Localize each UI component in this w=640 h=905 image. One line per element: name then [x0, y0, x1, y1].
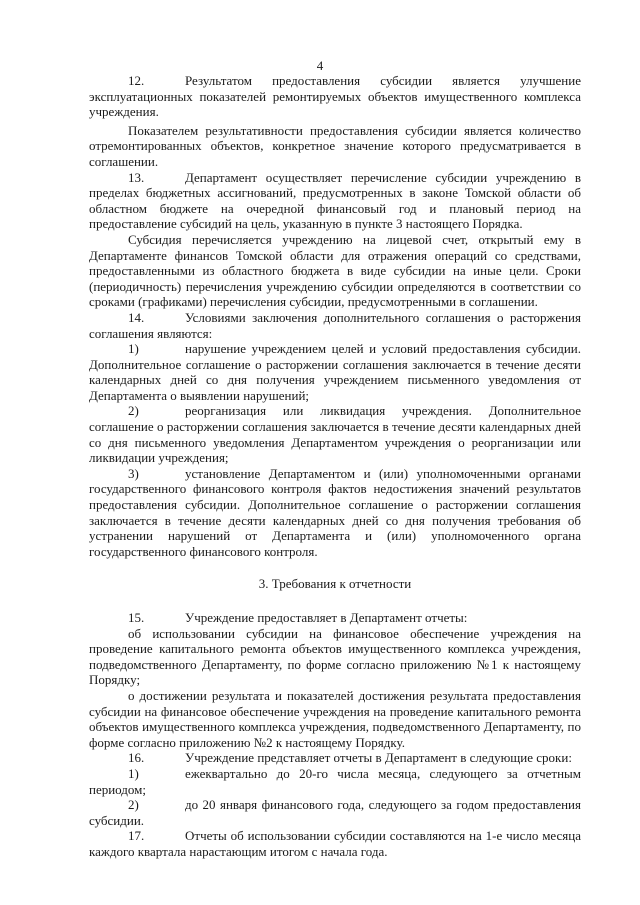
page-number: 4	[316, 58, 324, 73]
paragraph-text: Результатом предоставления субсидии является улучшение эксплуатационных показателей ремонтируемых объектов имущественного комплекса учреждения.	[89, 73, 581, 120]
paragraph-13-transfer: Субсидия перечисляется учреждению на лицевой счет, открытый ему в Департаменте финансов Томской области для отражения операций со средствами, предоставленными из областного бюджета в виде субсидии на иные цели. Сроки (периодичность) перечисления учреждению субсидии определяются в соответствии со сроками (графиками) перечисления субсидии, предусмотренными в соглашении.	[89, 231, 581, 310]
paragraph-text: Отчеты об использовании субсидии составляются на 1-е число месяца каждого квартала нарастающим итогом с начала года.	[89, 828, 581, 859]
paragraph-16	[89, 750, 581, 766]
paragraph-15-report-usage: об использовании субсидии на финансовое обеспечение учреждения на проведение капитального ремонта объектов имущественного комплекса учреждения, подведомственного Департаменту, по форме согласно приложению №1 к настоящему Порядку;	[89, 625, 581, 688]
paragraph-15-report-results: о достижении результата и показателей достижения результата предоставления субсидии на финансовое обеспечение учреждения на проведение капитального ремонта объектов имущественного комплекса учреждения, подведомственного Департаменту, по форме согласно приложению №2 к настоящему Порядку.	[89, 687, 581, 750]
item-number: 16.	[128, 750, 145, 766]
item-number: 13.	[128, 169, 145, 185]
item-number: 1)	[128, 341, 139, 357]
paragraph-text: Учреждение представляет отчеты в Департамент в следующие сроки:	[185, 750, 572, 766]
paragraph-17	[89, 828, 581, 859]
item-number: 2)	[128, 403, 139, 419]
item-number: 12.	[128, 73, 145, 88]
list-item-14-3	[89, 466, 581, 560]
item-number: 2)	[128, 797, 139, 813]
paragraph-13	[89, 170, 581, 232]
item-number: 15.	[128, 610, 145, 625]
item-number: 1)	[128, 765, 139, 781]
paragraph-text: реорганизация или ликвидация учреждения. Дополнительное соглашение о расторжении соглашения заключается в течение десяти календарных дней со дня письменного уведомления Департаментом учреждения о реорганизации или ликвидации учреждения;	[89, 403, 581, 466]
paragraph-text: Учреждение предоставляет в Департамент отчеты:	[185, 610, 468, 625]
section-heading: 3. Требования к отчетности	[258, 576, 412, 592]
paragraph-12-indicator: Показателем результативности предоставления субсидии является количество отремонтированных объектов, конкретное значение которого предусматривается в соглашении.	[89, 122, 581, 169]
paragraph-15	[89, 610, 581, 626]
list-item-14-2	[89, 403, 581, 465]
paragraph-text: нарушение учреждением целей и условий предоставления субсидии. Дополнительное соглашение о расторжении соглашения заключается в течение десяти календарных дней со дня получения учреждением письменного уведомления от Департамента о выявлении нарушений;	[89, 341, 581, 403]
list-item-16-2	[89, 797, 581, 828]
paragraph-text: Условиями заключения дополнительного соглашения о расторжения соглашения являются:	[89, 309, 581, 341]
item-number: 17.	[128, 828, 145, 844]
paragraph-text: установление Департаментом и (или) уполномоченными органами государственного финансового контроля фактов недостижения значений результатов предоставления субсидии. Дополнительное соглашение о расторжении соглашения заключается в течение десяти календарных дней со дня получения требования об устранении нарушений от Департамента и (или) уполномоченного органа государственного финансового контроля.	[89, 465, 581, 559]
item-number: 3)	[128, 465, 139, 481]
item-number: 14.	[128, 309, 145, 325]
paragraph-text: ежеквартально до 20-го числа месяца, следующего за отчетным периодом;	[89, 765, 581, 797]
paragraph-14	[89, 310, 581, 341]
document-body	[89, 73, 581, 860]
list-item-14-1	[89, 341, 581, 403]
paragraph-12	[89, 73, 581, 120]
list-item-16-1	[89, 766, 581, 797]
paragraph-text: Департамент осуществляет перечисление субсидии учреждению в пределах бюджетных ассигнований, предусмотренных в законе Томской области об областном бюджете на очередной финансовый год и плановый период на предоставление субсидий на цель, указанную в пункте 3 настоящего Порядка.	[89, 169, 581, 232]
paragraph-text: до 20 января финансового года, следующего за годом предоставления субсидии.	[89, 797, 581, 828]
